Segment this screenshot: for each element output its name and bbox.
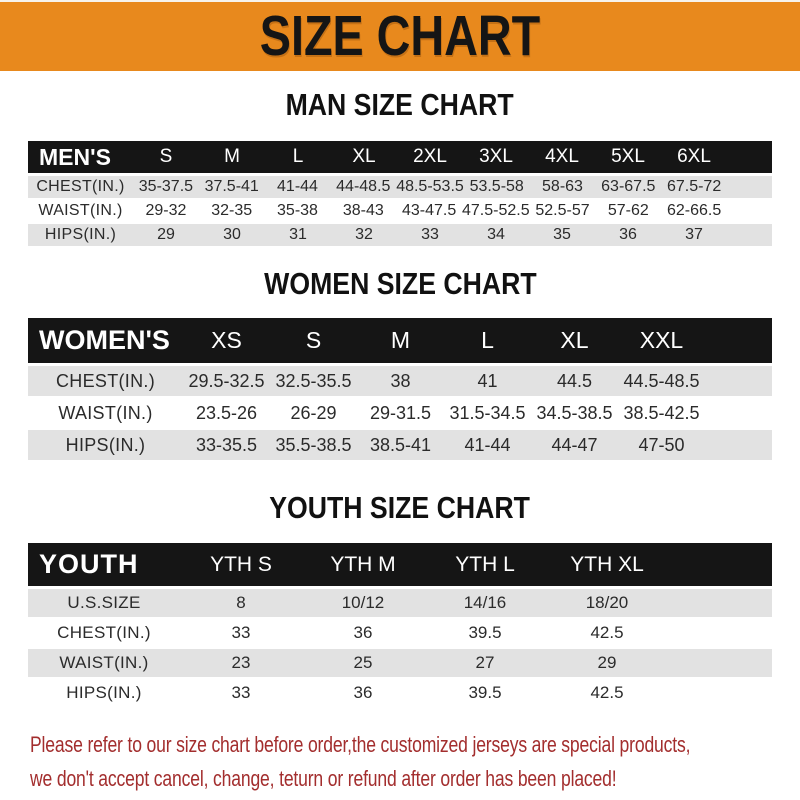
women-size-column-header-4: L	[481, 327, 494, 354]
cell-value: 44-48.5	[336, 178, 391, 196]
cell-value: 44-47	[551, 434, 598, 455]
cell-value: 42.5	[590, 683, 624, 703]
cell-value: 33	[231, 683, 251, 703]
cell-value: 38	[390, 370, 411, 391]
men-size-column-header-3: L	[292, 146, 304, 168]
row-label: U.S.SIZE	[67, 593, 141, 613]
banner	[0, 0, 800, 71]
women-table-row-chest-in	[28, 366, 772, 396]
women-size-column-header-2: S	[305, 327, 322, 354]
cell-value: 41-44	[277, 178, 318, 196]
youth-size-column-header-4: YTH XL	[570, 552, 644, 576]
men-section-heading: MAN SIZE CHART	[285, 87, 515, 122]
cell-value: 44.5-48.5	[623, 370, 700, 391]
cell-value: 30	[223, 226, 241, 244]
cell-value: 14/16	[463, 593, 507, 613]
men-table-row-hips-in	[28, 224, 772, 246]
cell-value: 27	[475, 653, 495, 673]
men-table-label: MEN'S	[39, 143, 111, 170]
women-size-column-header-6: XXL	[639, 327, 684, 354]
men-size-column-header-4: XL	[352, 146, 376, 168]
youth-size-column-header-2: YTH M	[330, 552, 396, 576]
cell-value: 36	[619, 226, 637, 244]
row-label: CHEST(IN.)	[36, 178, 125, 196]
men-size-column-header-8: 5XL	[611, 146, 645, 168]
youth-size-column-header-3: YTH L	[455, 552, 515, 576]
women-section	[0, 267, 800, 460]
row-label: WAIST(IN.)	[38, 202, 123, 220]
men-heading-wrap	[0, 88, 800, 122]
disclaimer-note	[30, 728, 691, 795]
cell-value: 34	[487, 226, 505, 244]
cell-value: 10/12	[341, 593, 385, 613]
cell-value: 42.5	[590, 623, 624, 643]
cell-value: 25	[353, 653, 373, 673]
row-label: WAIST(IN.)	[59, 653, 149, 673]
men-table-header-row	[28, 141, 772, 173]
cell-value: 23.5-26	[195, 402, 258, 423]
cell-value: 8	[236, 593, 246, 613]
cell-value: 31	[289, 226, 307, 244]
cell-value: 48.5-53.5	[396, 178, 464, 196]
cell-value: 29.5-32.5	[188, 370, 265, 391]
men-size-table	[28, 141, 772, 246]
women-table-header-row	[28, 318, 772, 363]
women-size-table	[28, 318, 772, 460]
youth-table-row-waist-in	[28, 649, 772, 677]
cell-value: 38-43	[342, 202, 384, 220]
youth-section	[0, 491, 800, 707]
youth-table-row-hips-in	[28, 679, 772, 707]
youth-size-column-header-1: YTH S	[210, 552, 272, 576]
cell-value: 38.5-41	[369, 434, 432, 455]
cell-value: 36	[353, 623, 373, 643]
youth-table-row-u-s-size	[28, 589, 772, 617]
men-size-column-header-2: M	[224, 146, 240, 168]
cell-value: 32	[355, 226, 373, 244]
cell-value: 33	[421, 226, 439, 244]
row-label: HIPS(IN.)	[44, 226, 117, 244]
youth-table-header-row	[28, 543, 772, 586]
cell-value: 67.5-72	[666, 178, 722, 196]
page-title: SIZE CHART	[259, 4, 541, 68]
cell-value: 34.5-38.5	[536, 402, 613, 423]
women-table-label: WOMEN'S	[39, 325, 170, 356]
youth-table-label: YOUTH	[39, 549, 139, 580]
cell-value: 39.5	[468, 623, 502, 643]
men-size-column-header-6: 3XL	[479, 146, 513, 168]
women-table-row-hips-in	[28, 430, 772, 460]
cell-value: 47.5-52.5	[461, 202, 530, 220]
youth-section-heading: YOUTH SIZE CHART	[269, 490, 531, 526]
cell-value: 33	[231, 623, 251, 643]
row-label: HIPS(IN.)	[66, 683, 142, 703]
cell-value: 35.5-38.5	[275, 434, 352, 455]
women-heading-wrap	[0, 267, 800, 301]
disclaimer-line-2: we don't accept cancel, change, teturn or refund after order has been placed!	[30, 765, 617, 791]
cell-value: 58-63	[542, 178, 583, 196]
cell-value: 26-29	[290, 402, 337, 423]
cell-value: 29-31.5	[369, 402, 432, 423]
youth-size-table	[28, 543, 772, 707]
cell-value: 41-44	[464, 434, 511, 455]
cell-value: 63-67.5	[601, 178, 656, 196]
men-size-column-header-5: 2XL	[413, 146, 447, 168]
women-size-column-header-1: XS	[211, 327, 242, 354]
men-size-column-header-1: S	[159, 146, 173, 168]
cell-value: 53.5-58	[469, 178, 524, 196]
row-label: CHEST(IN.)	[56, 370, 155, 391]
disclaimer-line-1: Please refer to our size chart before order,the customized jerseys are special products,	[30, 732, 691, 758]
cell-value: 35	[553, 226, 571, 244]
cell-value: 32-35	[211, 202, 253, 220]
cell-value: 62-66.5	[666, 202, 722, 220]
cell-value: 36	[353, 683, 373, 703]
cell-value: 35-37.5	[138, 178, 194, 196]
men-size-column-header-7: 4XL	[545, 146, 579, 168]
cell-value: 33-35.5	[195, 434, 258, 455]
row-label: CHEST(IN.)	[57, 623, 151, 643]
cell-value: 47-50	[638, 434, 685, 455]
cell-value: 43-47.5	[401, 202, 457, 220]
cell-value: 31.5-34.5	[449, 402, 526, 423]
cell-value: 37.5-41	[204, 178, 259, 196]
cell-value: 29-32	[145, 202, 187, 220]
cell-value: 39.5	[468, 683, 502, 703]
men-table-row-chest-in	[28, 176, 772, 198]
women-table-row-waist-in	[28, 398, 772, 428]
men-section	[0, 88, 800, 246]
row-label: HIPS(IN.)	[65, 434, 146, 455]
men-size-column-header-9: 6XL	[677, 146, 711, 168]
cell-value: 29	[597, 653, 617, 673]
cell-value: 35-38	[277, 202, 318, 220]
row-label: WAIST(IN.)	[58, 402, 153, 423]
cell-value: 32.5-35.5	[275, 370, 352, 391]
cell-value: 37	[685, 226, 703, 244]
youth-table-row-chest-in	[28, 619, 772, 647]
cell-value: 57-62	[607, 202, 649, 220]
women-section-heading: WOMEN SIZE CHART	[263, 266, 537, 302]
men-table-row-waist-in	[28, 200, 772, 222]
cell-value: 18/20	[585, 593, 629, 613]
women-size-column-header-5: XL	[560, 327, 589, 354]
cell-value: 23	[231, 653, 251, 673]
cell-value: 29	[157, 226, 175, 244]
cell-value: 44.5	[556, 370, 593, 391]
cell-value: 41	[477, 370, 498, 391]
cell-value: 38.5-42.5	[623, 402, 700, 423]
cell-value: 52.5-57	[535, 202, 590, 220]
women-size-column-header-3: M	[390, 327, 411, 354]
youth-heading-wrap	[0, 491, 800, 525]
